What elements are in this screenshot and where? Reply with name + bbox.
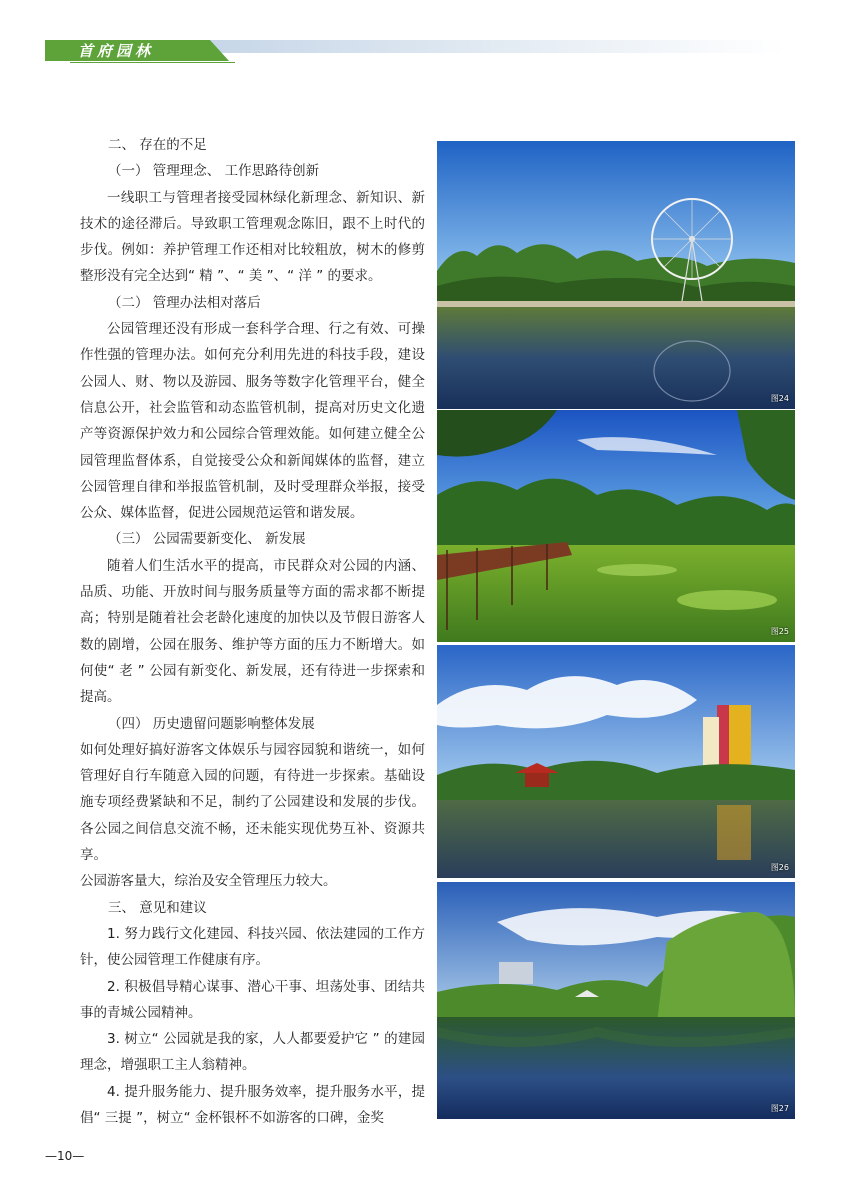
paragraph: 如何处理好搞好游客文体娱乐与园容园貌和谐统一，如何管理好自行车随意入园的问题，有待进一步探索。基础设施专项经费紧缺和不足，制约了公园建设和发展的步伐。各公园之间信息交流不畅，还未能实现优势互补、资源共享。 <box>80 741 425 864</box>
photo-image <box>437 410 795 642</box>
section-heading: 二、 存在的不足 <box>108 137 207 153</box>
paragraph: 一线职工与管理者接受园林绿化新理念、新知识、新技术的途径滞后。导致职工管理观念陈旧，跟不上时代的步伐。例如：养护管理工作还相对比较粗放，树木的修剪整形没有完全达到“ 精 ”、“ 美 ”、“ 洋 ” 的要求。 <box>80 189 425 285</box>
section-heading: 三、 意见和建议 <box>108 899 207 916</box>
photo-image <box>437 882 795 1119</box>
photo-boardwalk-pond <box>437 410 795 642</box>
list-item: 1. 努力践行文化建园、科技兴园、依法建园的工作方针，使公园管理工作健康有序。 <box>80 925 425 969</box>
photo-image <box>437 141 795 409</box>
photo-pavilion-lake <box>437 645 795 878</box>
header-gradient-bar <box>205 40 785 53</box>
page-header <box>0 0 850 70</box>
photo-ferris-wheel-lake <box>437 141 795 409</box>
page-number: —10— <box>45 1149 85 1163</box>
photo-caption: 图25 <box>770 627 789 636</box>
photo-caption: 图27 <box>770 1104 789 1113</box>
subsection-heading: （三） 公园需要新变化、 新发展 <box>108 531 306 548</box>
photo-caption: 图24 <box>770 394 789 403</box>
paragraph: 公园管理还没有形成一套科学合理、行之有效、可操作性强的管理办法。如何充分利用先进的科技手段，建设公园人、财、物以及游园、服务等数字化管理平台，健全信息公开，社会监管和动态监管机制，提高对历史文化遗产等资源保护效力和公园综合管理效能。如何建立健全公园管理监督体系，自觉接受公众和新闻媒体的监督，建立公园管理自律和举报监管机制，及时受理群众举报，接受公众、媒体监督，促进公园规范运管和谐发展。 <box>80 321 425 522</box>
list-item: 4. 提升服务能力、提升服务效率，提升服务水平，提倡“ 三提 ”，树立“ 金杯银杯不如游客的口碑，金奖 <box>80 1083 425 1126</box>
list-item: 3. 树立“ 公园就是我的家，人人都要爱护它 ” 的建园理念，增强职工主人翁精神。 <box>80 1031 425 1074</box>
subsection-heading: （四） 历史遗留问题影响整体发展 <box>108 715 315 732</box>
header-logo-text: 首府园林 <box>78 42 155 60</box>
header-underline <box>70 62 235 63</box>
subsection-heading: （二） 管理办法相对落后 <box>108 294 261 311</box>
list-item: 2. 积极倡导精心谋事、潜心干事、坦荡处事、团结共事的青城公园精神。 <box>80 978 425 1021</box>
paragraph: 公园游客量大，综治及安全管理压力较大。 <box>80 873 337 890</box>
photo-image <box>437 645 795 878</box>
subsection-heading: （一） 管理理念、 工作思路待创新 <box>108 163 320 180</box>
photo-willow-lake <box>437 882 795 1119</box>
article-body <box>80 132 425 1131</box>
photo-caption: 图26 <box>770 863 789 872</box>
paragraph: 随着人们生活水平的提高，市民群众对公园的内涵、品质、功能、开放时间与服务质量等方面的需求都不断提高；特别是随着社会老龄化速度的加快以及节假日游客人数的剧增，公园在服务、维护等方面的压力不断增大。如何使“ 老 ” 公园有新变化、新发展，还有待进一步探索和提高。 <box>80 557 425 706</box>
